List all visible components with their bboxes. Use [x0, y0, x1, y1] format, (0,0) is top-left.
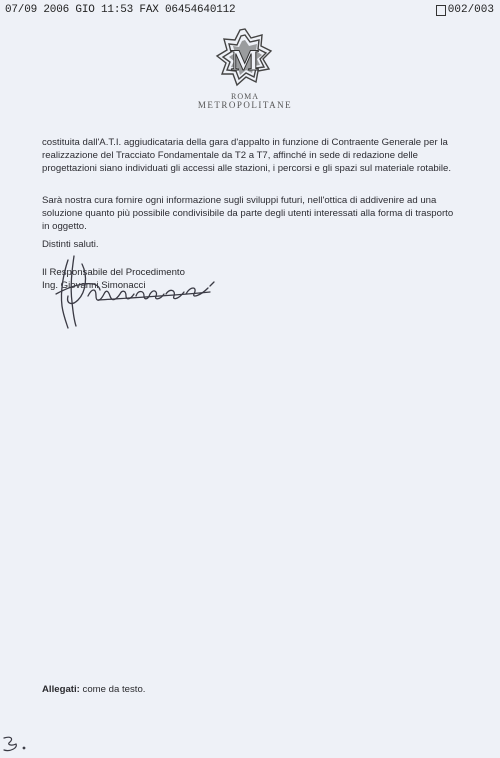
attachments-value: come da testo. — [82, 684, 146, 695]
fax-transmission-header: 07/09 2006 GIO 11:53 FAX 06454640112 — [5, 4, 236, 16]
body-paragraph-2: Sarà nostra cura fornire ogni informazione sugli sviluppi futuri, nell'ottica di addivenire ad una soluzione quanto più possibile condivisibile da parte degli utenti interessati alla forma di trasporto in oggetto. — [42, 195, 454, 233]
metro-star-logo-icon — [213, 26, 277, 90]
attachments-line — [42, 684, 145, 695]
svg-text:M: M — [230, 44, 260, 77]
handwritten-mark-icon — [2, 734, 32, 754]
closing-salutation: Distinti saluti. — [42, 239, 99, 250]
fax-checkbox-icon — [436, 5, 446, 16]
attachments-label: Allegati: — [42, 684, 80, 695]
signatory-name: Ing. Giovanni Simonacci — [42, 280, 146, 292]
fax-page-number — [436, 4, 494, 16]
handwritten-signature-icon — [38, 252, 228, 332]
logo-text-metropolitane: METROPOLITANE — [197, 100, 293, 110]
fax-page-count: 002/003 — [447, 4, 494, 16]
logo-text-roma: ROMA — [230, 92, 259, 101]
body-paragraph-1: costituita dall'A.T.I. aggiudicataria della gara d'appalto in funzione di Contraente Generale per la realizzazione del Tracciato Fondamentale da T2 a T7, affinché in sede di redazione delle progettazioni siano individuati gli accessi alle stazioni, i percorsi e gli spazi sul materiale rotabile. — [42, 137, 452, 175]
signatory-role: Il Responsabile del Procedimento — [42, 267, 185, 278]
company-logo — [190, 26, 300, 121]
